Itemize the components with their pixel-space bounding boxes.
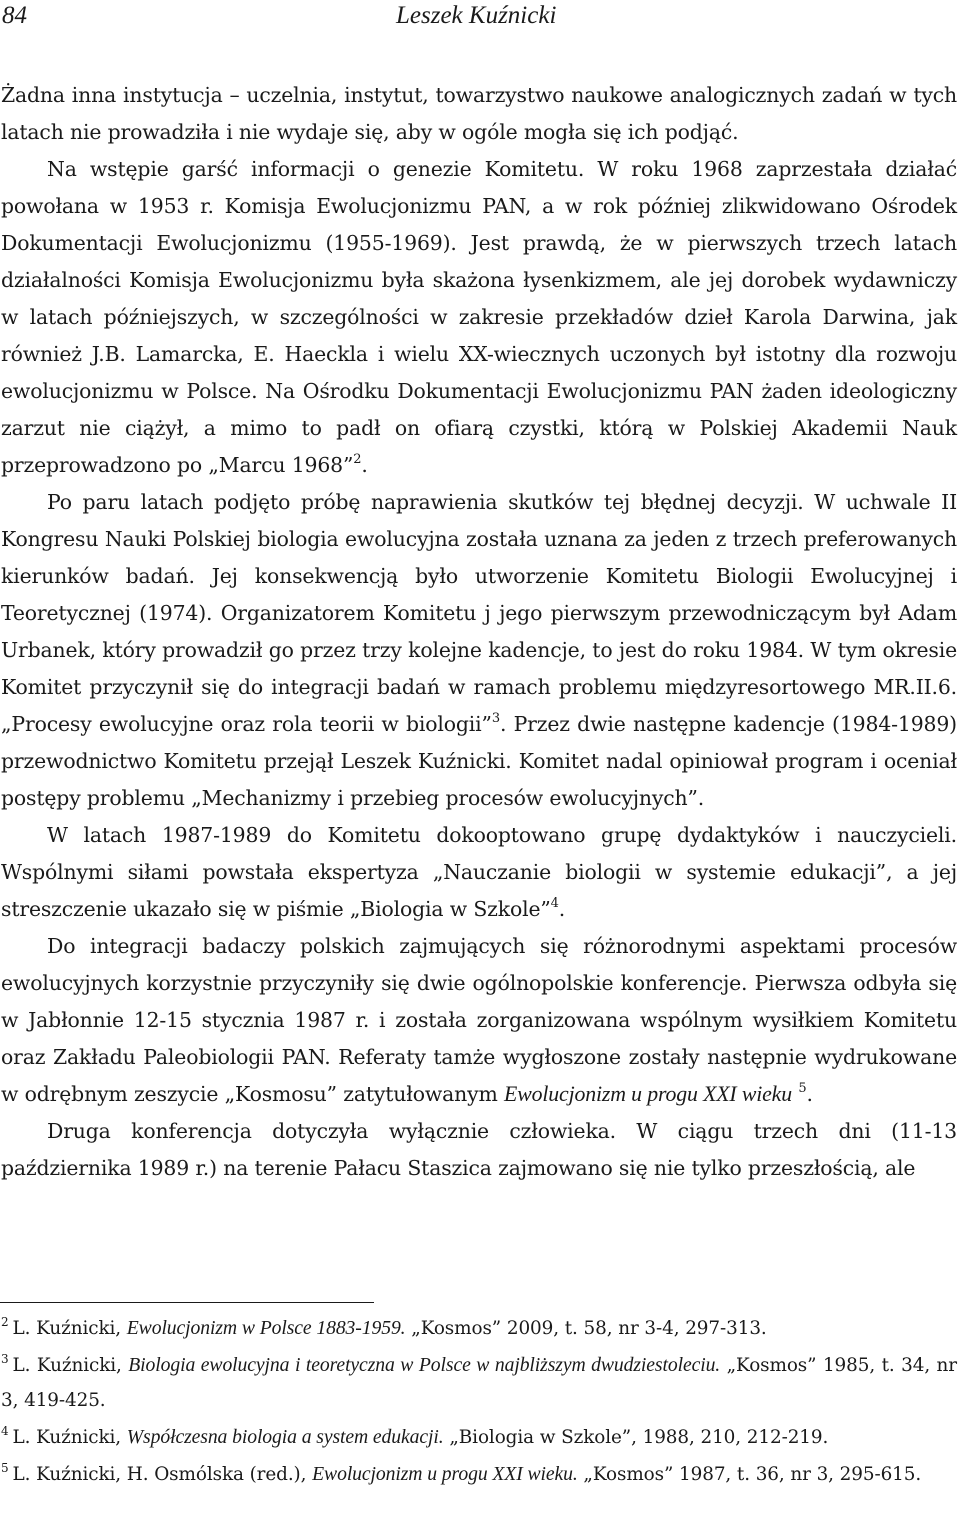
text-run: „Kosmos” 1985, t. 34, nr 3, 419-425. — [1, 1355, 957, 1411]
text-run: L. Kuźnicki, — [12, 1427, 127, 1448]
text-run: Żadna inna instytucja – uczelnia, instytut, towarzystwo naukowe analogicznych zadań w tych latach nie prowadziła i nie wydaje się, aby w ogóle mogła się ich podjąć. — [1, 83, 957, 144]
text-run: L. Kuźnicki, H. Osmólska (red.), — [12, 1464, 313, 1485]
footnote-ref: 2 — [353, 452, 362, 467]
footnotes — [1, 1311, 957, 1494]
text-run: „Kosmos” 2009, t. 58, nr 3-4, 297-313. — [405, 1318, 767, 1339]
text-run: . — [558, 897, 566, 921]
paragraph — [1, 77, 957, 151]
text-run: W latach 1987-1989 do Komitetu dokooptowano grupę dydaktyków i nauczycieli. Wspólnymi siłami powstała ekspertyza „Nauczanie biologii w systemie edukacji”, a jej streszczenie ukazało się w piśmie „Biologia w Szkole” — [1, 823, 957, 921]
text-run: „Kosmos” 1987, t. 36, nr 3, 295-615. — [577, 1464, 922, 1485]
text-run: Na wstępie garść informacji o genezie Komitetu. W roku 1968 zaprzestała działać powołana w 1953 r. Komisja Ewolucjonizmu PAN, a w rok później zlikwidowano Ośrodek Dokumentacji Ewolucjonizmu (1955-1969). Jest prawdą, że w pierwszych trzech latach działalności Komisja Ewolucjonizmu była skażona łysenkizmem, ale jej dorobek wydawniczy w latach późniejszych, w szczególności w zakresie przekładów dzieł Karola Darwina, jak również J.B. Lamarcka, E. Haeckla i wielu XX-wiecznych uczonych był istotny dla rozwoju ewolucjonizmu w Polsce. Na Ośrodku Dokumentacji Ewolucjonizmu PAN żaden ideologiczny zarzut nie ciążył, a mimo to padł on ofiarą czystki, którą w Polskiej Akademii Nauk przeprowadzono po „Marcu 1968” — [1, 157, 957, 477]
text-run: Do integracji badaczy polskich zajmujących się różnorodnymi aspektami procesów ewolucyjnych korzystnie przyczyniły się dwie ogólnopolskie konferencje. Pierwsza odbyła się w Jabłonnie 12-15 stycznia 1987 r. i została zorganizowana wspólnym wysiłkiem Komitetu oraz Zakładu Paleobiologii PAN. Referaty tamże wygłoszone zostały następnie wydrukowane w odrębnym zeszycie „Kosmosu” zatytułowanym — [1, 934, 957, 1106]
footnote-number: 5 — [1, 1461, 9, 1475]
text-run: L. Kuźnicki, — [12, 1355, 129, 1376]
footnote-number: 2 — [1, 1315, 9, 1329]
italic-title: Ewolucjonizm u progu XXI wieku — [504, 1082, 792, 1106]
italic-title: Ewolucjonizm w Polsce 1883-1959. — [126, 1317, 406, 1339]
paragraph — [1, 817, 957, 928]
footnote — [1, 1311, 957, 1346]
footnote-separator — [0, 1302, 374, 1303]
body-text — [1, 77, 957, 1187]
footnote — [1, 1420, 957, 1455]
text-run: . Przez dwie następne kadencje (1984-1989) przewodnictwo Komitetu przejął Leszek Kuźnicki. Komitet nadal opiniował program i oceniał postępy problemu „Mechanizmy i przebieg procesów ewolucyjnych”. — [1, 712, 957, 810]
text-run: L. Kuźnicki, — [12, 1318, 127, 1339]
text-run: „Biologia w Szkole”, 1988, 210, 212-219. — [443, 1427, 829, 1448]
italic-title: Ewolucjonizm u progu XXI wieku. — [312, 1463, 578, 1485]
italic-title: Współczesna biologia a system edukacji. — [126, 1426, 444, 1448]
footnote-ref: 5 — [798, 1081, 807, 1096]
footnote-number: 3 — [1, 1352, 9, 1366]
paragraph — [1, 484, 957, 817]
paragraph — [1, 928, 957, 1113]
footnote-number: 4 — [1, 1424, 9, 1438]
footnote — [1, 1348, 957, 1418]
italic-title: Biologia ewolucyjna i teoretyczna w Polsce w najbliższym dwudziestoleciu. — [128, 1354, 721, 1376]
footnote — [1, 1457, 957, 1492]
page-number: 84 — [2, 2, 27, 29]
paragraph — [1, 151, 957, 484]
text-run: . — [361, 453, 368, 477]
running-head-author: Leszek Kuźnicki — [396, 2, 557, 29]
running-header — [0, 0, 960, 40]
text-run: Druga konferencja dotyczyła wyłącznie człowieka. W ciągu trzech dni (11-13 października 1989 r.) na terenie Pałacu Staszica zajmowano się nie tylko przeszłością, ale — [1, 1119, 957, 1180]
paragraph — [1, 1113, 957, 1187]
footnote-ref: 3 — [491, 711, 500, 726]
text-run: Po paru latach podjęto próbę naprawienia skutków tej błędnej decyzji. W uchwale II Kongresu Nauki Polskiej biologia ewolucyjna została uznana za jeden z trzech preferowanych kierunków badań. Jej konsekwencją było utworzenie Komitetu Biologii Ewolucyjnej i Teoretycznej (1974). Organizatorem Komitetu j jego pierwszym przewodniczącym był Adam Urbanek, który prowadził go przez trzy kolejne kadencje, to jest do roku 1984. W tym okresie Komitet przyczynił się do integracji badań w ramach problemu międzyresortowego MR.II.6. „Procesy ewolucyjne oraz rola teorii w biologii” — [1, 490, 957, 736]
footnote-ref: 4 — [550, 896, 559, 911]
text-run: . — [806, 1082, 813, 1106]
